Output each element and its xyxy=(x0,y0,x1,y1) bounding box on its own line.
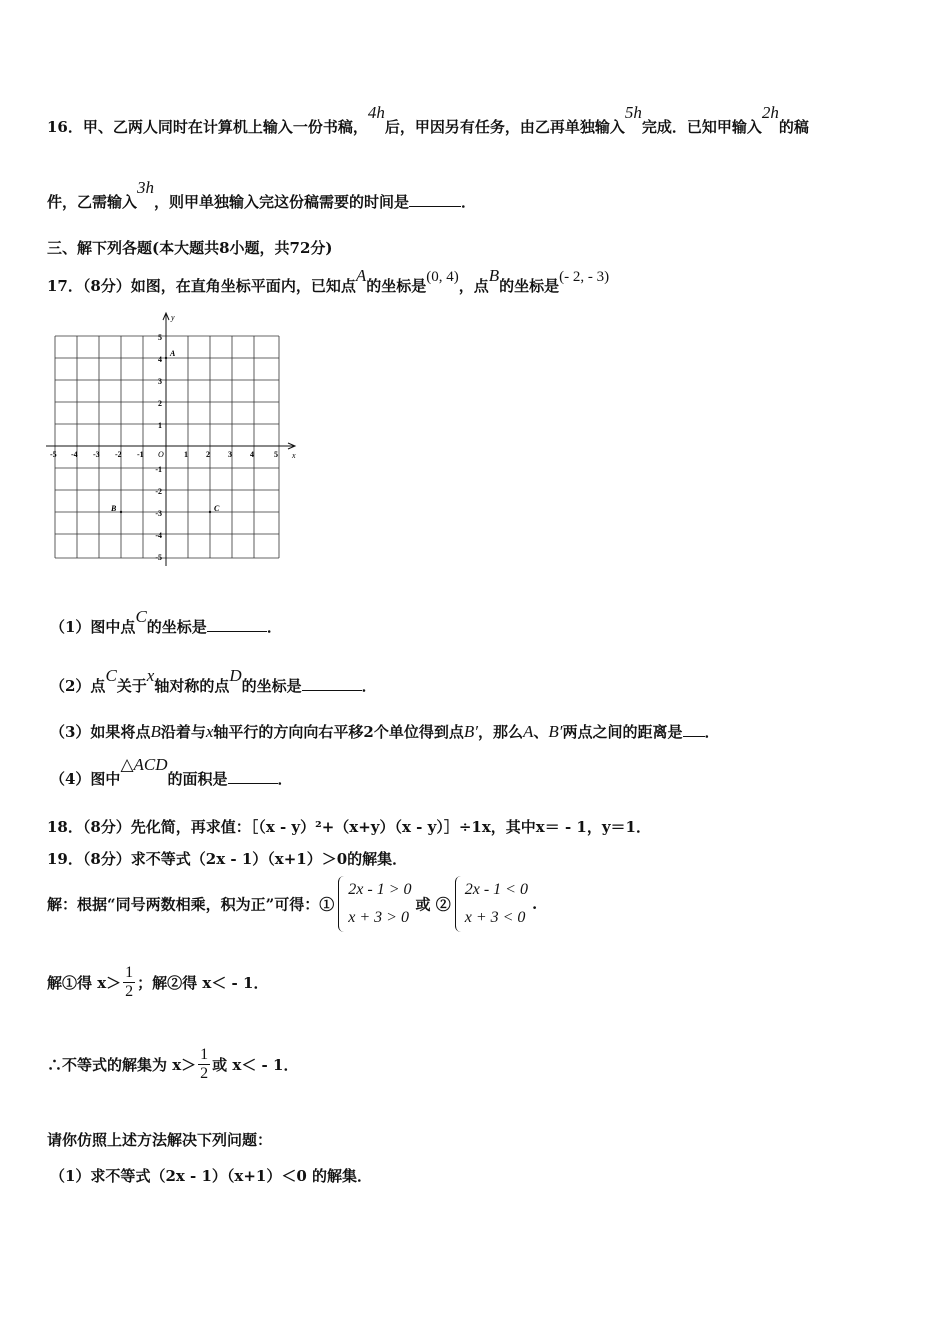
coordinate-grid xyxy=(42,310,304,570)
fraction-one-half: $\frac{1}{2}$ xyxy=(125,964,134,1000)
y-tick: -1 xyxy=(155,465,162,474)
x-axis-label: x xyxy=(292,451,296,460)
grid-lines xyxy=(55,336,279,558)
point-b-label: B xyxy=(111,504,117,513)
fraction-one-half: $\frac{1}{2}$ xyxy=(200,1046,209,1082)
y-tick: 3 xyxy=(158,377,162,386)
q17-sub3: （3）如果将点B沿着与x轴平行的方向向右平移2个单位得到点B′，那么A、B′两点之间的距离是 ． xyxy=(50,722,720,741)
x-tick: -1 xyxy=(137,450,144,459)
y-tick-labels xyxy=(155,333,162,562)
y-tick: 4 xyxy=(158,355,162,364)
origin-label: O xyxy=(158,450,164,459)
q17-sub4: （4）图中△ACD的面积是 ． xyxy=(50,755,293,788)
y-tick: 2 xyxy=(158,399,162,408)
y-tick: 5 xyxy=(158,333,162,342)
point-b-dot xyxy=(120,511,122,513)
point-a-label: A xyxy=(170,349,176,358)
q19-solution-line2: 解①得 x＞ $\frac{1}{2}$ ；解②得 x＜ - 1． xyxy=(47,964,269,1000)
q17-sub2: （2）点C关于x轴对称的点D的坐标是 ． xyxy=(50,666,377,695)
q18: 18．（8分）先化简，再求值：［（x - y）²+（x+y）（x - y）］÷1x，其中x＝ - 1，y＝1． xyxy=(47,818,651,836)
points xyxy=(110,349,220,513)
y-tick: 1 xyxy=(158,421,162,430)
point-a-dot xyxy=(165,357,167,359)
x-tick-labels xyxy=(50,450,278,459)
q16-line1: 16．甲、乙两人同时在计算机上输入一份书稿，4h后，甲因另有任务，由乙再单独输入5h完成．已知甲输入2h的稿 xyxy=(47,103,809,136)
y-tick: -5 xyxy=(155,553,162,562)
math-4h: 4h xyxy=(367,103,385,122)
q19-sub1: （1）求不等式（2x - 1）（x+1）＜0 的解集． xyxy=(50,1167,373,1185)
section-heading: 三、解下列各题(本大题共8小题，共72分) xyxy=(47,239,333,257)
q19-title: 19．（8分）求不等式（2x - 1）（x+1）＞0的解集． xyxy=(47,850,408,868)
point-c-dot xyxy=(209,511,211,513)
inequality-system-1: 2x - 1 > 0 x + 3 > 0 xyxy=(338,876,411,932)
q19-instruction: 请你仿照上述方法解决下列问题： xyxy=(47,1131,273,1149)
x-tick: -3 xyxy=(93,450,100,459)
y-tick: -2 xyxy=(155,487,162,496)
math-3h: 3h xyxy=(137,178,155,197)
x-tick: -4 xyxy=(71,450,78,459)
x-tick: -2 xyxy=(115,450,122,459)
y-tick: -3 xyxy=(155,509,162,518)
q19-solution-line1: 解：根据“同号两数相乘，积为正”可得：① 2x - 1 > 0 x + 3 > 0 或 ② 2x - 1 < 0 x + 3 < 0 . xyxy=(47,876,537,932)
q17-sub1: （1）图中点C的坐标是 ． xyxy=(50,607,282,636)
x-tick: 5 xyxy=(274,450,278,459)
answer-blank[interactable] xyxy=(228,769,278,784)
math-5h: 5h xyxy=(624,103,642,122)
x-tick: 3 xyxy=(228,450,232,459)
answer-blank[interactable] xyxy=(207,617,267,632)
y-tick: -4 xyxy=(155,531,162,540)
y-axis-label: y xyxy=(171,313,175,322)
q19-solution-line3: ∴不等式的解集为 x＞ $\frac{1}{2}$ 或 x＜ - 1． xyxy=(47,1046,299,1082)
q16-line2: 件，乙需输入3h，则甲单独输入完这份稿需要的时间是 ． xyxy=(47,178,477,211)
x-tick: 4 xyxy=(250,450,254,459)
inequality-system-2: 2x - 1 < 0 x + 3 < 0 xyxy=(455,876,528,932)
answer-blank[interactable] xyxy=(683,722,705,737)
x-tick: 2 xyxy=(206,450,210,459)
answer-blank[interactable] xyxy=(302,676,362,691)
math-2h: 2h xyxy=(761,103,779,122)
q17-stem: 17．（8分）如图，在直角坐标平面内，已知点A的坐标是(0, 4)，点B的坐标是(- 2, - 3) xyxy=(47,266,610,295)
x-tick: -5 xyxy=(50,450,57,459)
x-tick: 1 xyxy=(184,450,188,459)
point-c-label: C xyxy=(214,504,220,513)
answer-blank[interactable] xyxy=(409,192,461,207)
